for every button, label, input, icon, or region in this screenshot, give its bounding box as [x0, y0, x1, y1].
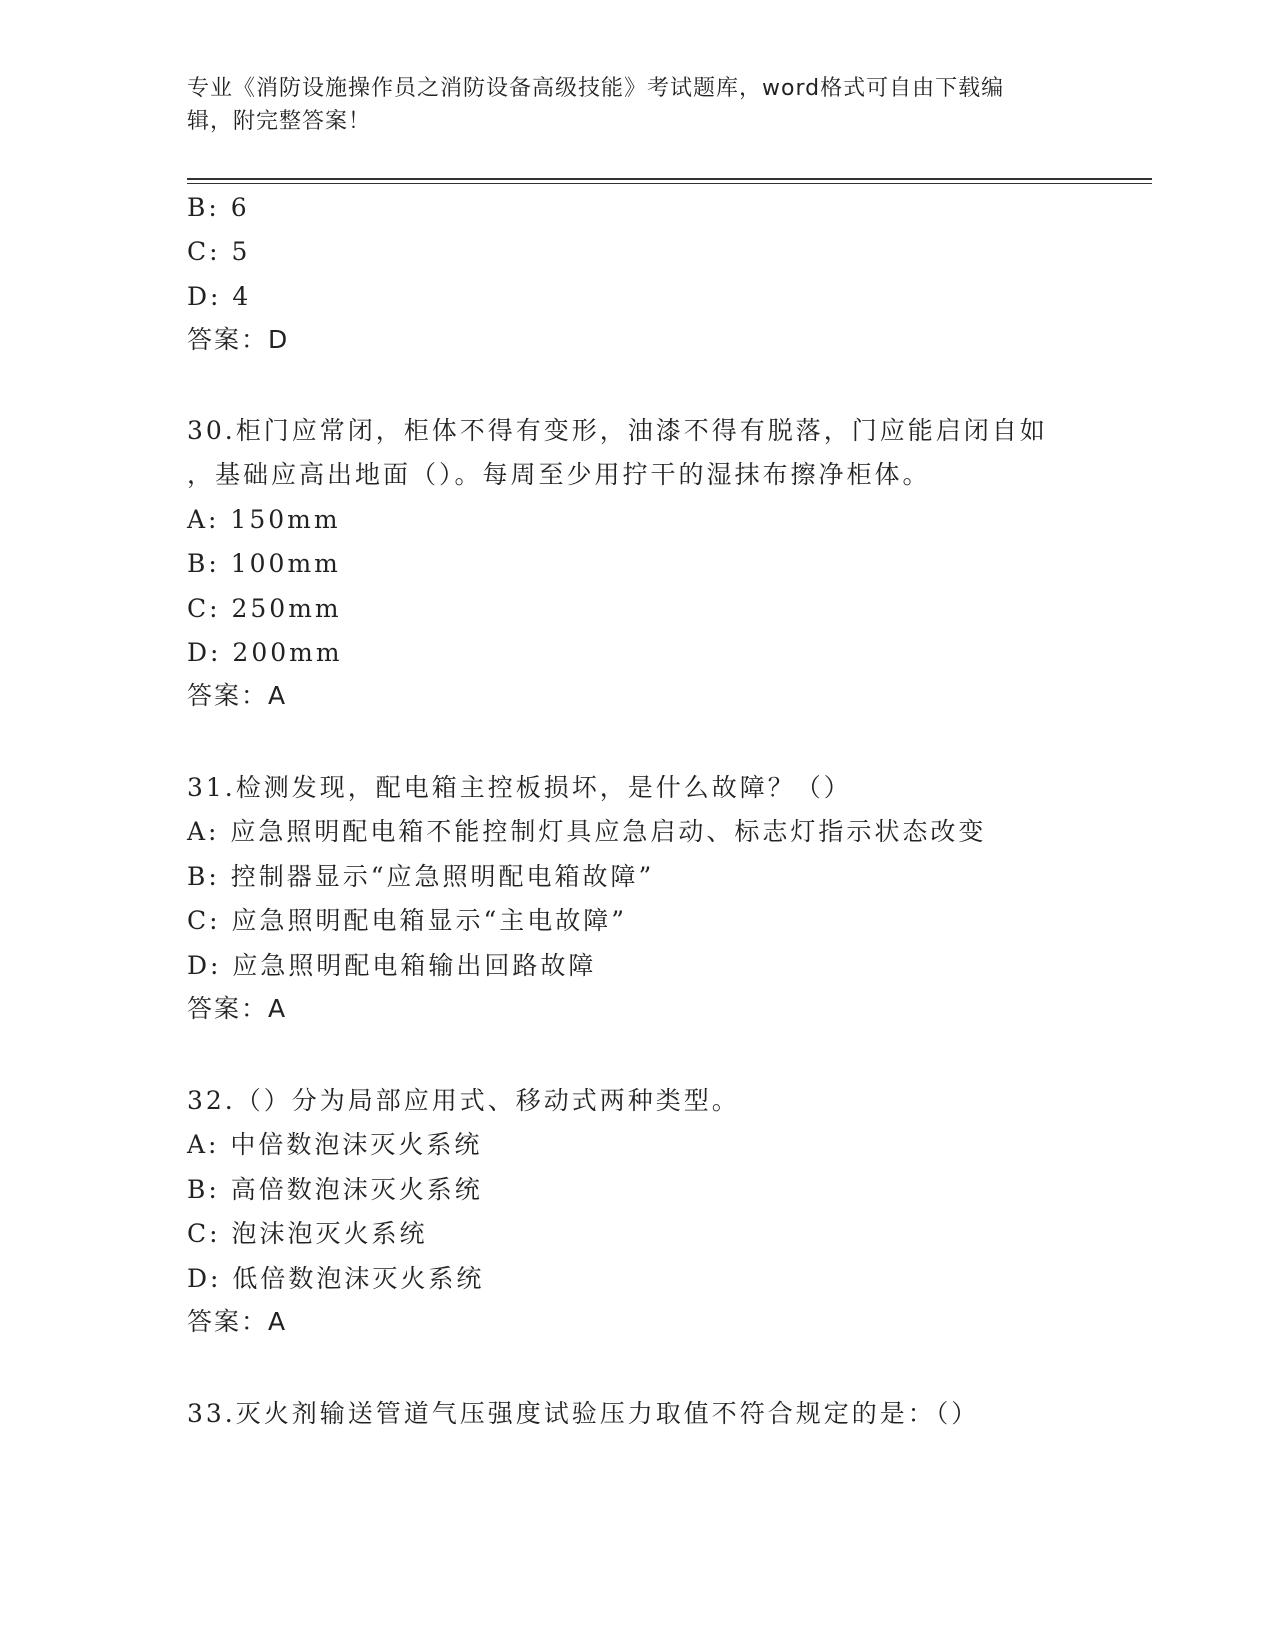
question-31-option-b: B: 控制器显示“应急照明配电箱故障”: [187, 862, 655, 891]
prev-option-d: D: 4: [187, 282, 252, 311]
prev-option-c: C: 5: [187, 237, 251, 266]
header-rule-thin: [187, 183, 1152, 184]
header-rule-thick: [187, 178, 1152, 180]
question-30-option-b: B: 100mm: [187, 549, 341, 578]
question-30-answer: 答案：A: [187, 681, 288, 710]
prev-answer: 答案：D: [187, 325, 290, 354]
question-31-answer: 答案：A: [187, 994, 288, 1023]
header-line-2: 辑，附完整答案！: [187, 109, 372, 134]
question-32-stem: 32.（）分为局部应用式、移动式两种类型。: [187, 1086, 740, 1115]
question-31-option-a: A: 应急照明配电箱不能控制灯具应急启动、标志灯指示状态改变: [187, 817, 987, 846]
question-30-stem-line-2: ，基础应高出地面（）。每周至少用拧干的湿抹布擦净柜体。: [187, 460, 931, 489]
question-30-stem-line-1: 30.柜门应常闭，柜体不得有变形，油漆不得有脱落，门应能启闭自如: [187, 416, 1048, 445]
question-32-option-a: A: 中倍数泡沫灭火系统: [187, 1130, 483, 1159]
question-30-option-a: A: 150mm: [187, 505, 341, 534]
question-30-option-c: C: 250mm: [187, 594, 342, 623]
question-32-option-b: B: 高倍数泡沫灭火系统: [187, 1175, 483, 1204]
question-33-stem: 33.灭火剂输送管道气压强度试验压力取值不符合规定的是：（）: [187, 1399, 980, 1428]
question-31-stem: 31.检测发现，配电箱主控板损坏，是什么故障？（）: [187, 773, 852, 802]
question-32-option-c: C: 泡沫泡灭火系统: [187, 1219, 428, 1248]
question-30-option-d: D: 200mm: [187, 638, 343, 667]
question-31-option-d: D: 应急照明配电箱输出回路故障: [187, 951, 597, 980]
prev-option-b: B: 6: [187, 193, 250, 222]
header-line-1: 专业《消防设施操作员之消防设备高级技能》考试题库，word格式可自由下载编: [187, 76, 1005, 101]
question-31-option-c: C: 应急照明配电箱显示“主电故障”: [187, 906, 628, 935]
question-32-option-d: D: 低倍数泡沫灭火系统: [187, 1264, 485, 1293]
document-header: [187, 72, 1077, 138]
question-32-answer: 答案：A: [187, 1307, 288, 1336]
